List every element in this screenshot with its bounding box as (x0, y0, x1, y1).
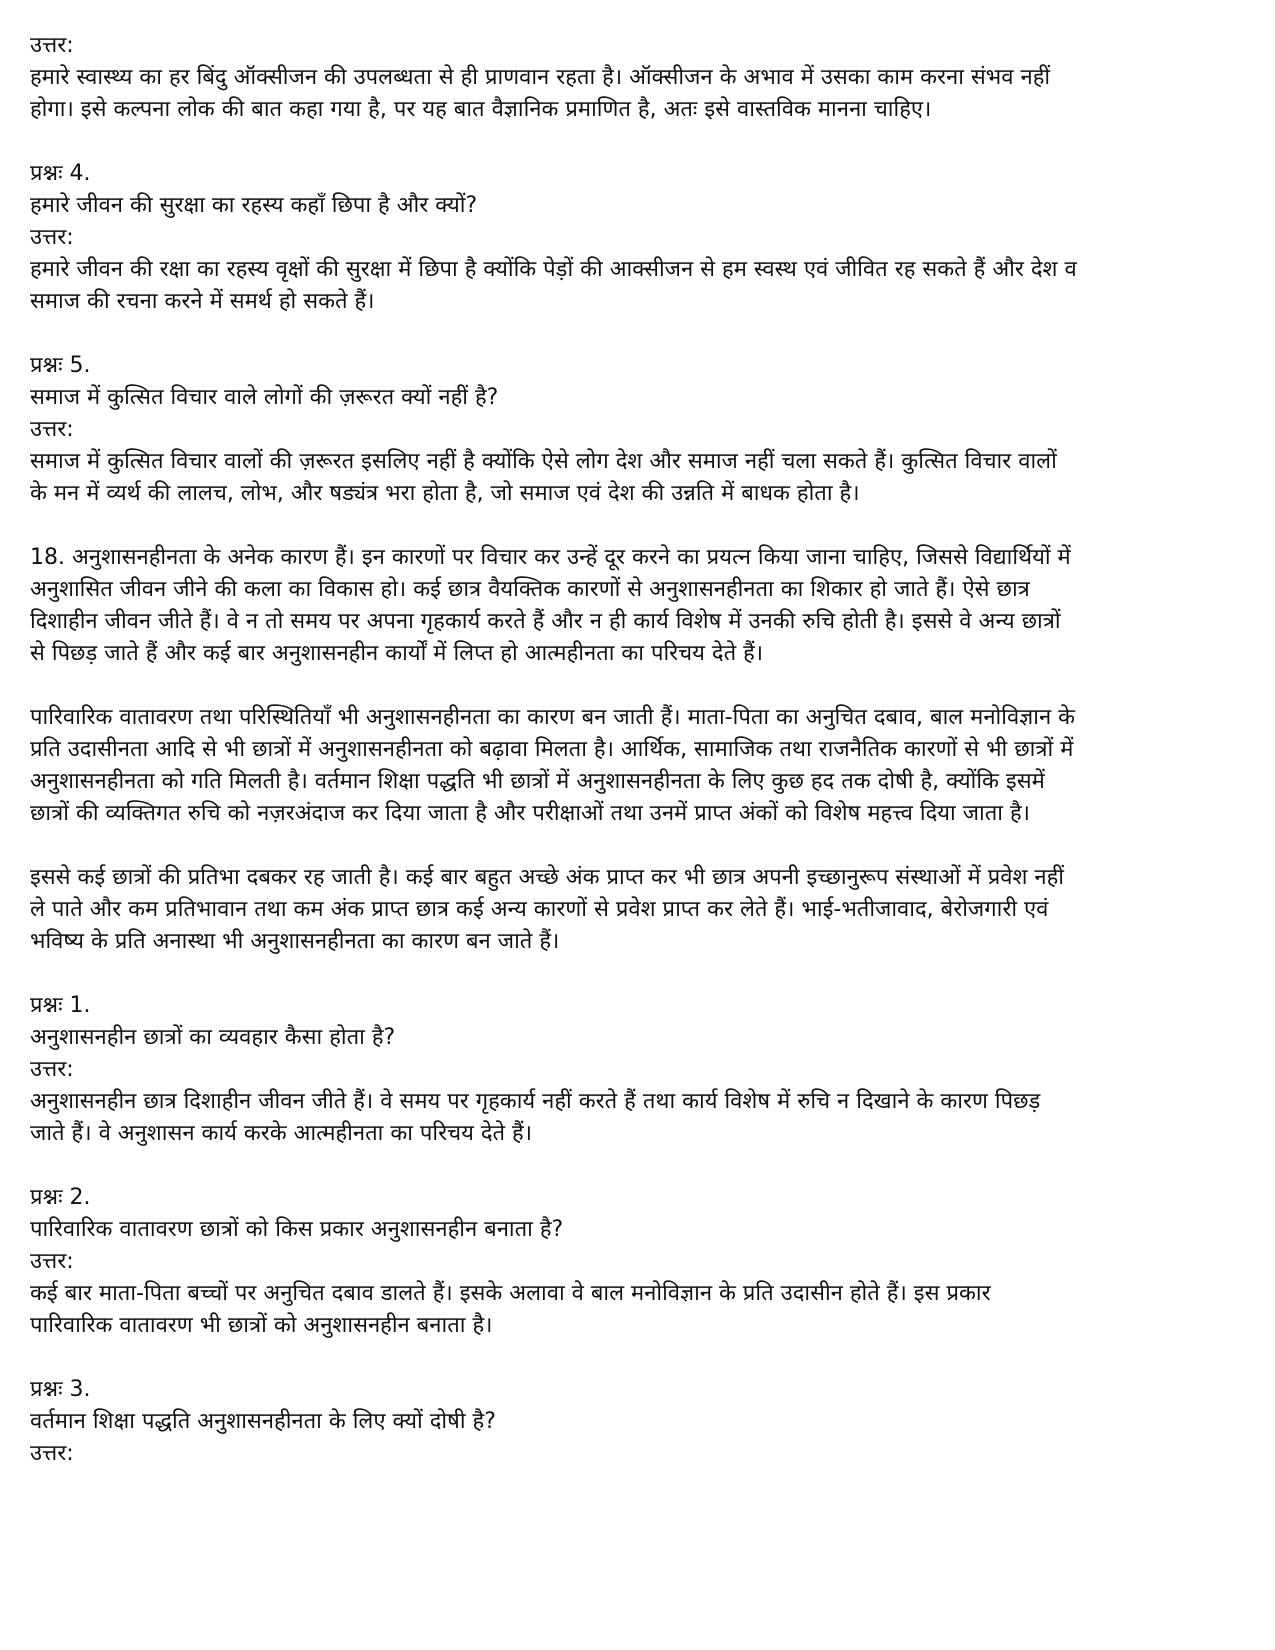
answer-text: पारिवारिक वातावरण भी छात्रों को अनुशासनहीन बनाता है। (30, 1313, 493, 1338)
passage-text: भविष्य के प्रति अनास्था भी अनुशासनहीनता का कारण बन जाते हैं। (30, 929, 560, 954)
answer-label: उत्तर: (30, 1249, 74, 1274)
passage-text: अनुशासित जीवन जीने की कला का विकास हो। कई छात्र वैयक्तिक कारणों से अनुशासनहीनता का शिकार हो जाते हैं। ऐसे छात्र (30, 577, 1030, 602)
answer-text: हमारे जीवन की रक्षा का रहस्य वृक्षों की सुरक्षा में छिपा है क्योंकि पेड़ों की आक्सीजन से हम स्वस्थ एवं जीवित रह सकते हैं और देश व (30, 257, 1077, 282)
question-text: हमारे जीवन की सुरक्षा का रहस्य कहाँ छिपा है और क्यों? (30, 193, 478, 218)
question-block-3 (30, 1374, 1245, 1470)
answer-label: उत्तर: (30, 225, 74, 250)
answer-text: समाज की रचना करने में समर्थ हो सकते हैं। (30, 289, 375, 314)
question-block-1 (30, 990, 1245, 1150)
passage-text: दिशाहीन जीवन जीते हैं। वे न तो समय पर अपना गृहकार्य करते हैं और न ही कार्य विशेष में उनकी रुचि होती है। इससे वे अन्य छात्रों (30, 609, 1061, 634)
question-text: समाज में कुत्सित विचार वाले लोगों की ज़रूरत क्यों नहीं है? (30, 385, 499, 410)
passage-18-paragraph-3 (30, 862, 1245, 958)
passage-text: छात्रों की व्यक्तिगत रुचि को नज़रअंदाज कर दिया जाता है और परीक्षाओं तथा उनमें प्राप्त अंकों को विशेष महत्त्व दिया जाता है। (30, 801, 1030, 826)
document-page (30, 30, 1245, 1502)
question-block-5 (30, 350, 1245, 510)
answer-text: के मन में व्यर्थ की लालच, लोभ, और षड्यंत्र भरा होता है, जो समाज एवं देश की उन्नति में बाधक होता है। (30, 481, 860, 506)
question-number: प्रश्नः 2. (30, 1185, 91, 1210)
question-block-4 (30, 158, 1245, 318)
passage-text: 18. अनुशासनहीनता के अनेक कारण हैं। इन कारणों पर विचार कर उन्हें दूर करने का प्रयत्न किया जाना चाहिए, जिससे विद्यार्थियों में (30, 545, 1071, 570)
passage-text: प्रति उदासीनता आदि से भी छात्रों में अनुशासनहीनता को बढ़ावा मिलता है। आर्थिक, सामाजिक तथा राजनैतिक कारणों से भी छात्रों में (30, 737, 1074, 762)
answer-text: समाज में कुत्सित विचार वालों की ज़रूरत इसलिए नहीं है क्योंकि ऐसे लोग देश और समाज नहीं चला सकते हैं। कुत्सित विचार वालों (30, 449, 1057, 474)
answer-label: उत्तर: (30, 417, 74, 442)
answer-label: उत्तर: (30, 1441, 74, 1466)
question-text: अनुशासनहीन छात्रों का व्यवहार कैसा होता है? (30, 1025, 396, 1050)
passage-text: ले पाते और कम प्रतिभावान तथा कम अंक प्राप्त छात्र कई अन्य कारणों से प्रवेश प्राप्त कर लेते हैं। भाई-भतीजावाद, बेरोजगारी एवं (30, 897, 1049, 922)
passage-18-paragraph-1 (30, 542, 1245, 670)
question-number: प्रश्नः 1. (30, 993, 91, 1018)
question-text: वर्तमान शिक्षा पद्धति अनुशासनहीनता के लिए क्यों दोषी है? (30, 1409, 496, 1434)
passage-18-paragraph-2 (30, 702, 1245, 830)
answer-label: उत्तर: (30, 1057, 74, 1082)
question-number: प्रश्नः 3. (30, 1377, 91, 1402)
question-number: प्रश्नः 4. (30, 161, 91, 186)
answer-text: हमारे स्वास्थ्य का हर बिंदु ऑक्सीजन की उपलब्धता से ही प्राणवान रहता है। ऑक्सीजन के अभाव में उसका काम करना संभव नहीं (30, 65, 1051, 90)
passage-text: अनुशासनहीनता को गति मिलती है। वर्तमान शिक्षा पद्धति भी छात्रों में अनुशासनहीनता के लिए कुछ हद तक दोषी है, क्योंकि इसमें (30, 769, 1045, 794)
answer-text: कई बार माता-पिता बच्चों पर अनुचित दबाव डालते हैं। इसके अलावा वे बाल मनोविज्ञान के प्रति उदासीन होते हैं। इस प्रकार (30, 1281, 991, 1306)
answer-block-oxygen (30, 30, 1245, 126)
passage-text: इससे कई छात्रों की प्रतिभा दबकर रह जाती है। कई बार बहुत अच्छे अंक प्राप्त कर भी छात्र अपनी इच्छानुरूप संस्थाओं में प्रवेश नहीं (30, 865, 1065, 890)
question-text: पारिवारिक वातावरण छात्रों को किस प्रकार अनुशासनहीन बनाता है? (30, 1217, 564, 1242)
passage-text: पारिवारिक वातावरण तथा परिस्थितियाँ भी अनुशासनहीनता का कारण बन जाती हैं। माता-पिता का अनुचित दबाव, बाल मनोविज्ञान के (30, 705, 1076, 730)
answer-text: जाते हैं। वे अनुशासन कार्य करके आत्महीनता का परिचय देते हैं। (30, 1121, 533, 1146)
answer-text: अनुशासनहीन छात्र दिशाहीन जीवन जीते हैं। वे समय पर गृहकार्य नहीं करते हैं तथा कार्य विशेष में रुचि न दिखाने के कारण पिछड़ (30, 1089, 1041, 1114)
question-block-2 (30, 1182, 1245, 1342)
answer-label: उत्तर: (30, 33, 74, 58)
passage-text: से पिछड़ जाते हैं और कई बार अनुशासनहीन कार्यों में लिप्त हो आत्महीनता का परिचय देते हैं। (30, 641, 764, 666)
question-number: प्रश्नः 5. (30, 353, 91, 378)
answer-text: होगा। इसे कल्पना लोक की बात कहा गया है, पर यह बात वैज्ञानिक प्रमाणित है, अतः इसे वास्तविक मानना चाहिए। (30, 97, 932, 122)
